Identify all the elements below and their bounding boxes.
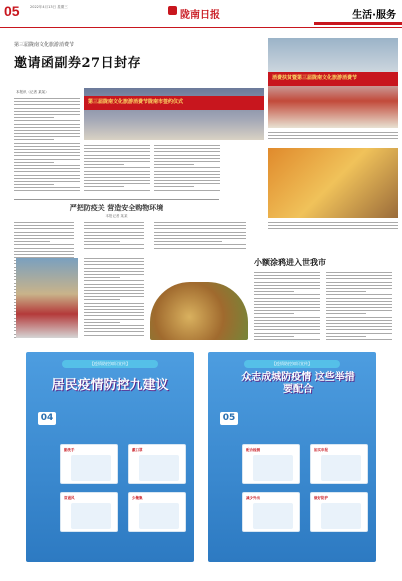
- poster-05: [208, 352, 376, 562]
- sub-headline: 严把防疫关 营造安全购物环境: [14, 199, 219, 215]
- lead-body-col-3b: [154, 145, 220, 193]
- poster-card: 常通风: [60, 492, 118, 532]
- event-photo-right: [268, 38, 398, 128]
- poster-04-cards: [60, 444, 186, 532]
- poster-card: 做好防护: [310, 492, 368, 532]
- newspaper-logo-icon: [168, 6, 177, 15]
- lead-byline: 本报讯（记者 某某）: [16, 90, 49, 94]
- poster-05-number: 05: [220, 412, 238, 425]
- right-headline: 小额涂鸦进入世我市: [254, 257, 326, 267]
- poster-04-title: 居民疫情防控九建议: [51, 378, 169, 393]
- store-photo: [16, 258, 78, 338]
- sub-body-col-4: [186, 222, 246, 252]
- right-body-col-2: [326, 272, 392, 344]
- poster-card: 戴口罩: [128, 444, 186, 484]
- right-body-col-1: [254, 272, 320, 344]
- issue-date: 2022年4月13日 星期三: [30, 5, 68, 9]
- poster-05-header-strip: 【疫情防控知识宣传】: [244, 360, 340, 368]
- produce-photo: [150, 282, 248, 340]
- poster-card: 勤洗手: [60, 444, 118, 484]
- event-photo-left: [84, 88, 264, 140]
- event-banner-right: 消费扶贫暨第三届陇南文化旅游消费节: [268, 72, 398, 86]
- right-caption-lines: [268, 132, 398, 144]
- lead-kicker: 第三届陇南文化旅游消费节: [14, 42, 75, 48]
- poster-card: 配合检测: [242, 444, 300, 484]
- poster-05-title: 众志成城防疫情 这些举措要配合: [241, 372, 355, 395]
- poster-card: 如实申报: [310, 444, 368, 484]
- poster-04-number: 04: [38, 412, 56, 425]
- lead-body-col-1: [14, 98, 80, 193]
- sub-byline: 本报记者 某某: [105, 214, 128, 218]
- lead-headline: 邀请函副券27日封存: [14, 56, 142, 71]
- lead-body-col-2b: [84, 145, 150, 193]
- volunteer-photo: [268, 148, 398, 218]
- poster-card: 减少外出: [242, 492, 300, 532]
- poster-04-header-strip: 【疫情防控知识宣传】: [62, 360, 158, 368]
- page-number: 05: [4, 3, 20, 19]
- event-banner-left: 第三届陇南文化旅游消费节陇南市签约仪式: [84, 96, 264, 110]
- sub-body-col-2: [84, 222, 144, 252]
- section-bar: [314, 22, 402, 25]
- page-header: [0, 0, 402, 28]
- poster-card: 少聚集: [128, 492, 186, 532]
- volunteer-caption-lines: [268, 222, 398, 232]
- poster-05-cards: [242, 444, 368, 532]
- section-title: 生活·服务: [352, 10, 396, 21]
- newspaper-logo: 陇南日报: [180, 10, 220, 21]
- sub-body-col-mid: [84, 258, 144, 340]
- poster-04: [26, 352, 194, 562]
